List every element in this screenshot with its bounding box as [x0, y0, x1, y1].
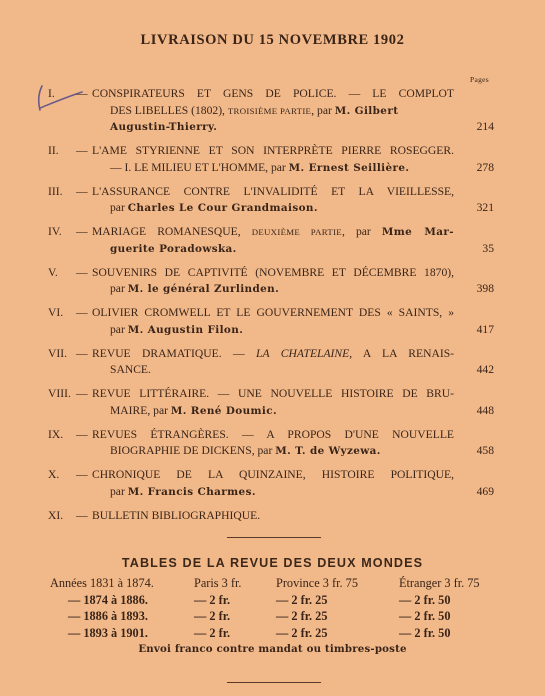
price-cell-etranger: Étranger 3 fr. 75 — [399, 576, 480, 590]
price-cell-period: — 1874 à 1886. — [68, 592, 148, 607]
entry-author: M. le général Zurlinden. — [127, 283, 280, 295]
entry-dash: — — [76, 87, 88, 100]
entry-part-label: DEUXIÈME PARTIE — [251, 227, 342, 237]
entry-text: CONSPIRATEURS ET GENS DE POLICE. — LE COMPLOT — [92, 87, 454, 100]
entry-title — [92, 346, 454, 379]
entry-text: BULLETIN BIBLIOGRAPHIQUE. — [92, 508, 261, 522]
entry-line — [92, 200, 454, 217]
price-cell-etranger: — 2 fr. 50 — [399, 609, 451, 623]
entry-italic-title: LA CHATELAINE — [256, 346, 350, 360]
toc-entry — [0, 86, 545, 136]
price-cell-province: — 2 fr. 25 — [276, 592, 328, 607]
entry-author: Charles Le Cour Grandmaison. — [127, 202, 318, 214]
entry-number: VIII. — [48, 387, 71, 400]
entry-title — [92, 265, 454, 298]
entry-page-number: 417 — [476, 322, 494, 336]
entry-line — [92, 508, 454, 525]
entry-number: II. — [48, 144, 59, 157]
entry-line — [92, 427, 454, 444]
price-cell-period: — 1886 à 1893. — [68, 609, 148, 623]
entry-title — [92, 427, 454, 460]
entry-number: V. — [48, 265, 58, 279]
entry-text: — I. LE MILIEU ET L'HOMME, par — [110, 160, 289, 174]
price-row — [0, 576, 545, 592]
entry-number: X. — [48, 468, 60, 481]
entry-number: IV. — [48, 225, 62, 238]
entry-page-number: 442 — [476, 363, 494, 376]
entry-page-number: 398 — [476, 282, 494, 295]
price-cell-period: — 1893 à 1901. — [68, 625, 148, 640]
entry-page-number: 278 — [476, 160, 494, 174]
price-cell-paris: — 2 fr. — [194, 625, 231, 640]
price-cell-province: Province 3 fr. 75 — [276, 576, 358, 590]
entry-page-number: 448 — [476, 403, 494, 417]
price-row — [0, 609, 545, 625]
entry-text: OLIVIER CROMWELL ET LE GOUVERNEMENT DES « SAINTS, » — [92, 306, 454, 319]
entry-line — [92, 403, 454, 420]
entry-line — [92, 86, 454, 103]
entry-title — [92, 386, 454, 419]
entry-dash: — — [76, 306, 88, 319]
price-cell-province: — 2 fr. 25 — [276, 625, 328, 640]
entry-text: par — [110, 201, 128, 214]
entry-line — [92, 224, 454, 241]
entry-text: , A LA RENAIS- — [349, 346, 455, 360]
bottom-divider-rule — [227, 682, 321, 683]
entry-author: M. René Doumic. — [170, 404, 278, 417]
entry-line — [92, 467, 454, 484]
shipping-note: Envoi franco contre mandat ou timbres-poste — [138, 643, 407, 655]
toc-entry — [0, 265, 545, 298]
toc-entry — [0, 305, 545, 338]
price-cell-paris: Paris 3 fr. — [194, 576, 242, 590]
issue-title: LIVRAISON DU 15 NOVEMBRE 1902 — [140, 32, 405, 48]
entry-text: CHRONIQUE DE LA QUINZAINE, HISTOIRE POLITIQUE, — [92, 468, 454, 481]
entry-author: M. Augustin Filon. — [127, 323, 244, 336]
entry-line — [92, 443, 454, 460]
entry-line — [92, 265, 454, 282]
entry-part-label: TROISIÈME PARTIE — [227, 105, 312, 116]
pages-column-label: Pages — [470, 75, 489, 84]
entry-author: guerite Poradowska. — [110, 242, 237, 255]
toc-entry — [0, 143, 545, 176]
entry-line — [92, 322, 454, 339]
entry-author: Mme Mar- — [381, 226, 454, 238]
entry-title — [92, 86, 454, 136]
price-cell-etranger: — 2 fr. 50 — [399, 592, 451, 607]
entry-text: SANCE. — [110, 363, 151, 376]
toc-entry — [0, 184, 545, 217]
entry-dash: — — [76, 184, 88, 198]
entry-line — [92, 103, 454, 120]
toc-entry — [0, 346, 545, 379]
price-cell-period: Années 1831 à 1874. — [50, 576, 154, 590]
entry-dash: — — [76, 427, 88, 441]
entry-number: I. — [48, 87, 55, 100]
price-row — [0, 593, 545, 609]
entry-page-number: 321 — [476, 201, 494, 214]
toc-entry — [0, 386, 545, 419]
entry-author: M. Gilbert — [334, 104, 399, 117]
entry-text: par — [110, 484, 128, 498]
entry-number: VI. — [48, 306, 64, 319]
entry-line — [92, 160, 454, 177]
entry-title — [92, 143, 454, 176]
entry-text: par — [110, 322, 128, 336]
tables-heading: TABLES DE LA REVUE DES DEUX MONDES — [121, 556, 424, 570]
entry-page-number: 469 — [476, 484, 494, 498]
entry-author: M. T. de Wyzewa. — [275, 445, 381, 457]
entry-title — [92, 467, 454, 500]
entry-title — [92, 224, 454, 257]
entry-line — [92, 386, 454, 403]
entry-text: , par — [311, 103, 335, 117]
toc-entry — [0, 224, 545, 257]
price-cell-etranger: — 2 fr. 50 — [399, 625, 451, 640]
entry-line — [92, 241, 454, 258]
entry-text: BIOGRAPHIE DE DICKENS, par — [110, 444, 276, 457]
entry-dash: — — [76, 265, 88, 279]
entry-author: Augustin-Thierry. — [110, 121, 218, 133]
entry-dash: — — [76, 346, 88, 360]
entry-number: XI. — [48, 508, 64, 522]
entry-line — [92, 346, 454, 363]
entry-text: , par — [341, 225, 382, 238]
entry-line — [92, 119, 454, 136]
entry-number: IX. — [48, 427, 64, 441]
entry-line — [92, 184, 454, 201]
entry-author: M. Francis Charmes. — [127, 485, 256, 498]
price-cell-paris: — 2 fr. — [194, 609, 231, 623]
entry-text: REVUES ÉTRANGÈRES. — A PROPOS D'UNE NOUVELLE — [92, 427, 454, 441]
entry-dash: — — [76, 508, 88, 522]
entry-line — [92, 484, 454, 501]
entry-text: L'AME STYRIENNE ET SON INTERPRÈTE PIERRE ROSEGGER. — [92, 144, 454, 157]
entry-title — [92, 184, 454, 217]
entry-dash: — — [76, 144, 88, 157]
price-cell-province: — 2 fr. 25 — [276, 609, 328, 623]
divider-rule — [227, 537, 321, 538]
entry-line — [92, 143, 454, 160]
entry-text: DES LIBELLES (1802), — [110, 103, 228, 117]
entry-page-number: 458 — [476, 444, 494, 457]
price-cell-paris: — 2 fr. — [194, 592, 231, 607]
entry-title — [92, 305, 454, 338]
entry-text: MARIAGE ROMANESQUE, — [92, 225, 252, 238]
entry-dash: — — [76, 468, 88, 481]
entry-title — [92, 508, 454, 525]
entry-page-number: 214 — [476, 120, 494, 133]
toc-entry — [0, 467, 545, 500]
entry-text: MAIRE, par — [110, 403, 171, 417]
entry-page-number: 35 — [482, 241, 494, 255]
entry-text: L'ASSURANCE CONTRE L'INVALIDITÉ ET LA VIEILLESSE, — [92, 184, 454, 198]
entry-line — [92, 305, 454, 322]
entry-dash: — — [76, 387, 88, 400]
entry-text: REVUE DRAMATIQUE. — — [92, 346, 257, 360]
entry-text: REVUE LITTÉRAIRE. — UNE NOUVELLE HISTOIRE DE BRU- — [92, 387, 454, 400]
entry-number: III. — [48, 184, 63, 198]
price-row — [0, 626, 545, 642]
entry-text: SOUVENIRS DE CAPTIVITÉ (NOVEMBRE ET DÉCEMBRE 1870), — [92, 265, 454, 279]
toc-entry — [0, 508, 545, 525]
toc-entry — [0, 427, 545, 460]
entry-line — [92, 362, 454, 379]
entry-number: VII. — [48, 346, 67, 360]
entry-dash: — — [76, 225, 88, 238]
entry-author: M. Ernest Seillière. — [288, 161, 410, 174]
entry-text: par — [110, 282, 128, 295]
entry-line — [92, 281, 454, 298]
